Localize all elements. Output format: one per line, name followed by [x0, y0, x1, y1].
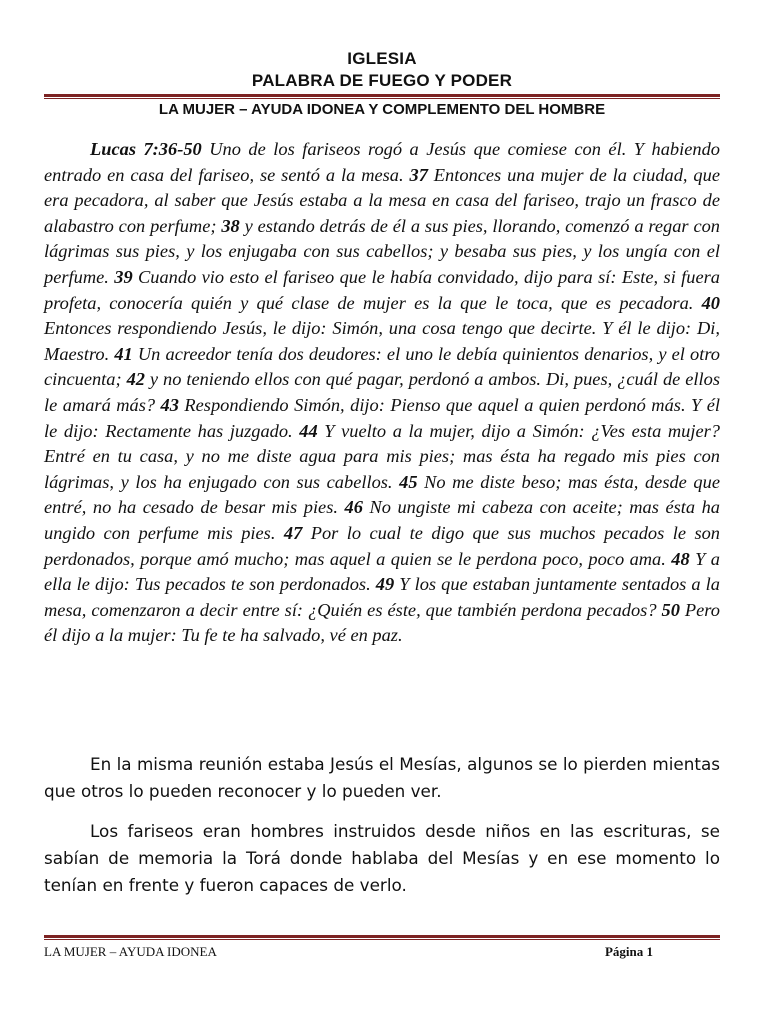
verse-number: 38 [221, 215, 240, 236]
church-name: IGLESIA [347, 49, 417, 68]
verse-text: Cuando vio esto el fariseo que le había convidado, dijo para sí: Este, si fuera profeta, conocería quién y qué clase de mujer es la que le toca, que es pecadora. [44, 266, 720, 313]
verse-text: Respondiendo Simón, dijo: Pienso que aquel a quien perdonó más. Y él le dijo: Rectamente has juzgado. [44, 394, 720, 441]
document-title: LA MUJER – AYUDA IDONEA Y COMPLEMENTO DEL HOMBRE [158, 101, 606, 118]
body-paragraph: En la misma reunión estaba Jesús el Mesías, algunos se lo pierden mientas que otros lo pueden reconocer y lo pueden ver. [44, 754, 720, 801]
header-rule [44, 94, 720, 99]
verse-text: y estando detrás de él a sus pies, llorando, comenzó a regar con lágrimas sus pies, y los enjugaba con sus cabellos; y besaba sus pies, y los ungía con el perfume. [44, 215, 720, 287]
verse-text: No me diste beso; mas ésta, desde que entré, no ha cesado de besar mis pies. [44, 471, 720, 518]
verse-text: No ungiste mi cabeza con aceite; mas ésta ha ungido con perfume mis pies. [44, 497, 720, 543]
verse-number: 48 [671, 548, 690, 569]
verse-text: y no teniendo ellos con qué pagar, perdonó a ambos. Di, pues, ¿cuál de ellos le amará más? [44, 369, 720, 415]
verse-number: 40 [701, 292, 720, 313]
verse-text: Por lo cual te digo que sus muchos pecados le son perdonados, porque amó mucho; mas aquel a quien se le perdona poco, poco ama. [44, 522, 720, 569]
verse-text: Pero él dijo a la mujer: Tu fe te ha salvado, vé en paz. [44, 599, 720, 646]
verse-number: 46 [344, 497, 363, 518]
verse-number: 47 [283, 522, 303, 543]
verse-number: 45 [399, 471, 418, 492]
verse-text: Y los que estaban juntamente sentados a la mesa, comenzaron a decir entre sí: ¿Quién es éste, que también perdona pecados? [44, 574, 720, 620]
body-paragraph: Los fariseos eran hombres instruidos desde niños en las escrituras, se sabían de memoria la Torá donde hablaba del Mesías y en ese momento lo tenían en frente y fueron capaces de verlo. [44, 821, 720, 895]
verse-text: Entonces respondiendo Jesús, le dijo: Simón, una cosa tengo que decirte. Y él le dijo: Di, Maestro. [44, 318, 720, 364]
verse-text: Entonces una mujer de la ciudad, que era pecadora, al saber que Jesús estaba a la mesa en casa del fariseo, trajo un frasco de alabastro con perfume; [44, 164, 720, 236]
verse-text: Uno de los fariseos rogó a Jesús que comiese con él. Y habiendo entrado en casa del fariseo, se sentó a la mesa. [44, 139, 720, 185]
verse-text: Y a ella le dijo: Tus pecados te son perdonados. [44, 548, 720, 595]
verse-number: 37 [409, 164, 428, 185]
verse-number: 42 [126, 369, 145, 390]
verse-number: 50 [661, 599, 680, 620]
scripture-passage [44, 137, 720, 649]
page-number: Página 1 [604, 944, 653, 959]
verse-number: 44 [299, 420, 318, 441]
verse-number: 43 [160, 394, 179, 415]
verse-number: 39 [114, 266, 133, 287]
verse-number: 49 [375, 574, 395, 595]
verse-number: 41 [114, 343, 133, 364]
church-subtitle: PALABRA DE FUEGO Y PODER [251, 71, 513, 90]
verse-text: Un acreedor tenía dos deudores: el uno le debía quinientos denarios, y el otro cincuenta; [44, 343, 721, 390]
scripture-reference: Lucas 7:36-50 [90, 139, 202, 159]
verse-text: Y vuelto a la mujer, dijo a Simón: ¿Ves esta mujer? Entré en tu casa, y no me diste agua para mis pies; mas ésta ha regado mis pies con lágrimas, y los ha enjugado con sus cabellos. [44, 420, 720, 492]
footer-rule [44, 935, 720, 940]
footer-title: LA MUJER – AYUDA IDONEA [44, 944, 217, 959]
